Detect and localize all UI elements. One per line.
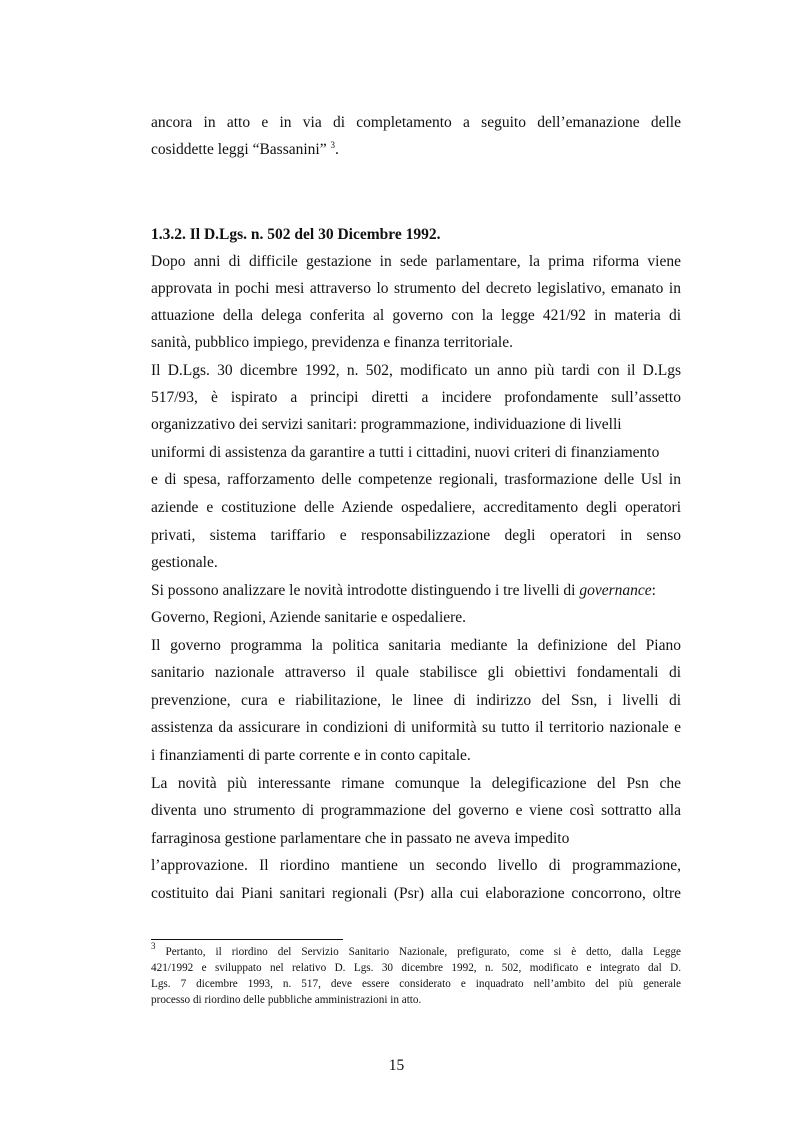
body-line: e di spesa, rafforzamento delle competenze regionali, trasformazione delle Usl in [151,471,681,488]
body-line: aziende e costituzione delle Aziende ospedaliere, accreditamento degli operatori [151,499,681,516]
footnote-line: processo di riordino delle pubbliche amministrazioni in atto. [151,994,422,1006]
footnote-marker: 3 [151,941,156,951]
body-line: attuazione della delega conferita al governo con la legge 421/92 in materia di [151,307,681,324]
footnote-line: $^3$ Pertanto, il riordino del Servizio Sanitario Nazionale, prefigurato, come si è detto, dalla Legge [151,941,681,958]
body-line: cosiddette leggi “Bassanini” $^3$. [151,140,339,158]
body-line: Governo, Regioni, Aziende sanitarie e ospedaliere. [151,609,467,626]
body-line: ancora in atto e in via di completamento a seguito dell’emanazione delle [151,114,681,131]
body-line: Dopo anni di difficile gestazione in sede parlamentare, la prima riforma viene [151,253,681,270]
body-line: i finanziamenti di parte corrente e in conto capitale. [151,747,471,764]
body-line: costituito dai Piani sanitari regionali (Psr) alla cui elaborazione concorrono, oltre [151,885,681,902]
footnote-line: Lgs. 7 dicembre 1993, n. 517, deve essere considerato e inquadrato nell’ambito del più generale [151,978,681,990]
body-line: Si possono analizzare le novità introdotte distinguendo i tre livelli di governance: [151,582,656,599]
body-line: sanitario nazionale attraverso il quale stabilisce gli obiettivi fondamentali di [151,664,681,681]
body-line: assistenza da assicurare in condizioni di uniformità su tutto il territorio nazionale e [151,719,681,736]
body-line: 517/93, è ispirato a principi diretti a incidere profondamente sull’assetto [151,389,681,406]
italic-term: governance [579,582,652,599]
body-line: Il governo programma la politica sanitaria mediante la definizione del Piano [151,637,681,654]
body-line: prevenzione, cura e riabilitazione, le linee di indirizzo del Ssn, i livelli di [151,692,681,709]
section-heading: 1.3.2. Il D.Lgs. n. 502 del 30 Dicembre 1992. [151,226,441,243]
footnote-reference: 3 [330,140,335,150]
page-number: 15 [388,1057,405,1074]
footnote-separator [151,939,343,940]
body-line: sanità, pubblico impiego, previdenza e finanza territoriale. [151,334,513,351]
body-line: diventa uno strumento di programmazione del governo e viene così sottratto alla [151,802,681,819]
body-line: gestionale. [151,554,218,571]
body-line: La novità più interessante rimane comunque la delegificazione del Psn che [151,775,681,792]
body-line: organizzativo dei servizi sanitari: programmazione, individuazione di livelli [151,416,622,433]
footnote-line: 421/1992 e sviluppato nel relativo D. Lgs. 30 dicembre 1992, n. 502, modificato e integrato dal D. [151,962,681,974]
body-line: Il D.Lgs. 30 dicembre 1992, n. 502, modificato un anno più tardi con il D.Lgs [151,362,681,379]
body-line: l’approvazione. Il riordino mantiene un secondo livello di programmazione, [151,857,681,874]
body-line: farraginosa gestione parlamentare che in passato ne aveva impedito [151,830,570,847]
body-line: approvata in pochi mesi attraverso lo strumento del decreto legislativo, emanato in [151,280,681,297]
body-line: privati, sistema tariffario e responsabilizzazione degli operatori in senso [151,527,681,544]
body-line: uniformi di assistenza da garantire a tutti i cittadini, nuovi criteri di finanziamento [151,444,660,461]
